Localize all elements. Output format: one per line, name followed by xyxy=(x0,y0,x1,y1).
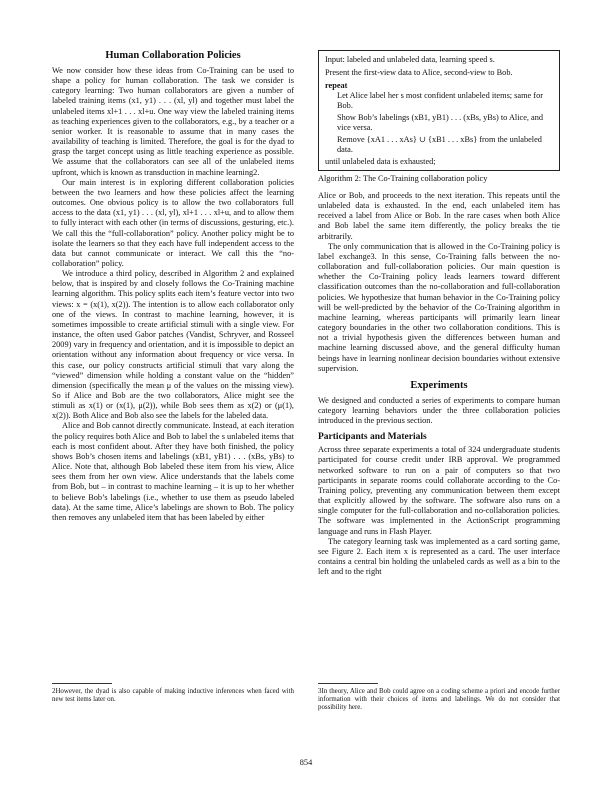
algorithm-input: Input: labeled and unlabeled data, learning speed s. xyxy=(325,55,495,64)
algorithm-repeat: repeat xyxy=(325,81,348,90)
footnote-3: 3In theory, Alice and Bob could agree on a coding scheme a priori and encode further information with their choices of items and labelings. We do not consider that possibility here. xyxy=(318,688,560,712)
algorithm-box xyxy=(318,50,560,171)
subsection-title-participants: Participants and Materials xyxy=(318,432,427,443)
left-column xyxy=(52,50,294,523)
body-paragraph: We designed and conducted a series of experiments to compare human category learning behaviors under the three collaboration policies introduced in the previous section. xyxy=(318,395,560,426)
body-paragraph: Across three separate experiments a total of 324 undergraduate students participated for course credit under IRB approval. We programmed networked software to run on a pair of computers so that two participants in separate rooms could collaborate according to the Co-Training policy, preventing any communication between them except that explicitly allowed by the software. The software also runs on a single computer for the full-collaboration and no-collaboration policies. The software was implemented in the ActionScript programming language and runs in Flash Player. xyxy=(318,445,560,536)
right-column xyxy=(318,50,560,577)
page-number: 854 xyxy=(299,758,313,767)
footnote-2: 2However, the dyad is also capable of making inductive inferences when faced with new test items later on. xyxy=(52,688,294,704)
footnote-divider xyxy=(318,683,378,684)
algorithm-step-show: Show Bob’s labelings (xB1, yB1) . . . (xBs, yBs) to Alice, and vice versa. xyxy=(337,113,544,132)
body-paragraph: We now consider how these ideas from Co-Training can be used to shape a policy for human collaboration. The task we consider is category learning: Two human collaborators are given a number of labeled training items (x1, y1) . . . (xl, yl) and together must label the unlabeled items xl+1 . . . xl+u. One way view the labeled training items as teaching experiences given to the collaborators, e.g., by a teacher or a senior worker. It is reasonable to assume that in many cases the availability of teaching is limited. Therefore, the goal is for the dyad to grasp the target concept using as little teaching experience as possible. We assume that the collaborators can see all of the unlabeled items upfront, which is known as transduction in machine learning2. xyxy=(52,66,294,177)
body-paragraph: Alice or Bob, and proceeds to the next iteration. This repeats until the unlabeled data is exhausted. In the end, each unlabeled item has received a label from Alice or Bob. In the rare cases when both Alice and Bob label the same item differently, the policy breaks the tie arbitrarily. xyxy=(318,191,560,241)
algorithm-step-remove: Remove {xA1 . . . xAs} ∪ {xB1 . . . xBs} from the unlabeled data. xyxy=(337,135,542,154)
body-paragraph: We introduce a third policy, described in Algorithm 2 and explained below, that is inspired by and closely follows the Co-Training machine learning algorithm. This policy splits each item’s feature vector into two views: x = (x(1), x(2)). The intention is to allow each collaborator only one of the views. In contrast to machine learning, however, it is sometimes impossible to create artificial stimuli with a single view. For instance, the often used Gabor patches (Vandist, Schryver, and Rosseel 2009) vary in frequency and orientation, and it is impossible to depict an orientation without any information about frequency or vice versa. In this case, our policy constructs artificial stimuli that vary along the “viewed” dimension while holding a constant value on the “hidden” dimension (specifically the mean μ of the values on the missing view). So if Alice and Bob are the two collaborators, Alice might see the stimuli as x(1) or (x(1), μ(2)), while Bob sees them as x(2) or (μ(1), x(2)). Both Alice and Bob also see the labels for the labeled data. xyxy=(52,269,294,421)
body-paragraph: The category learning task was implemented as a card sorting game, see Figure 2. Each item x is represented as a card. The user interface contains a central bin holding the unlabeled cards as well as a bin to the left and to the right xyxy=(318,536,560,577)
section-title-human-collaboration-policies: Human Collaboration Policies xyxy=(105,50,241,61)
footnote-divider xyxy=(52,683,112,684)
body-paragraph: Alice and Bob cannot directly communicate. Instead, at each iteration the policy requires both Alice and Bob to label the s unlabeled items that each is most confident about. After they have both finished, the policy shows Bob’s chosen items and labelings (xB1, yB1) . . . (xBs, yBs) to Alice. Note that, although Bob labeled these item from his view, Alice sees them from her own view. Alice understands that the labels come from Bob, but – in contrast to machine learning – it is up to her whether to believe Bob’s labelings (i.e., whether to use them as pseudo labeled data). At the same time, Alice’s labelings are shown to Bob. The policy then removes any unlabeled item that has been labeled by either xyxy=(52,421,294,522)
section-title-experiments: Experiments xyxy=(410,379,468,391)
algorithm-until: until unlabeled data is exhausted; xyxy=(325,157,436,166)
body-paragraph: Our main interest is in exploring different collaboration policies between the two learners and how these policies affect the learning outcomes. One obvious policy is to allow the two collaborators full access to the data (x1, y1) . . . (xl, yl), xl+1 . . . xl+u, and to allow them to fully interact with each other (in terms of discussions, gesturing, etc.). We call this the “full-collaboration” policy. Another policy might be to isolate the learners so that they each have full independent access to the data but cannot communicate or interact. We call this the “no-collaboration” policy. xyxy=(52,177,294,268)
body-paragraph: The only communication that is allowed in the Co-Training policy is label exchange3. In this sense, Co-Training falls between the no-collaboration and full-collaboration policies. Our main question is whether the Co-Training policy leads learners toward different classification outcomes than the no-collaboration and full-collaboration policies. We hypothesize that human behavior in the Co-Training policy will be well-predicted by the behavior of the Co-Training algorithm in machine learning, whereas participants will primarily learn linear category boundaries in the other two collaboration conditions. This is not a trivial hypothesis given the differences between human and machine learning discussed above, and the general difficulty human beings have in learning nonlinear decision boundaries without extensive supervision. xyxy=(318,241,560,373)
algorithm-step-label: Let Alice label her s most confident unlabeled items; same for Bob. xyxy=(337,91,543,110)
algorithm-caption: Algorithm 2: The Co-Training collaboration policy xyxy=(318,174,488,183)
algorithm-present: Present the first-view data to Alice, second-view to Bob. xyxy=(325,68,513,77)
